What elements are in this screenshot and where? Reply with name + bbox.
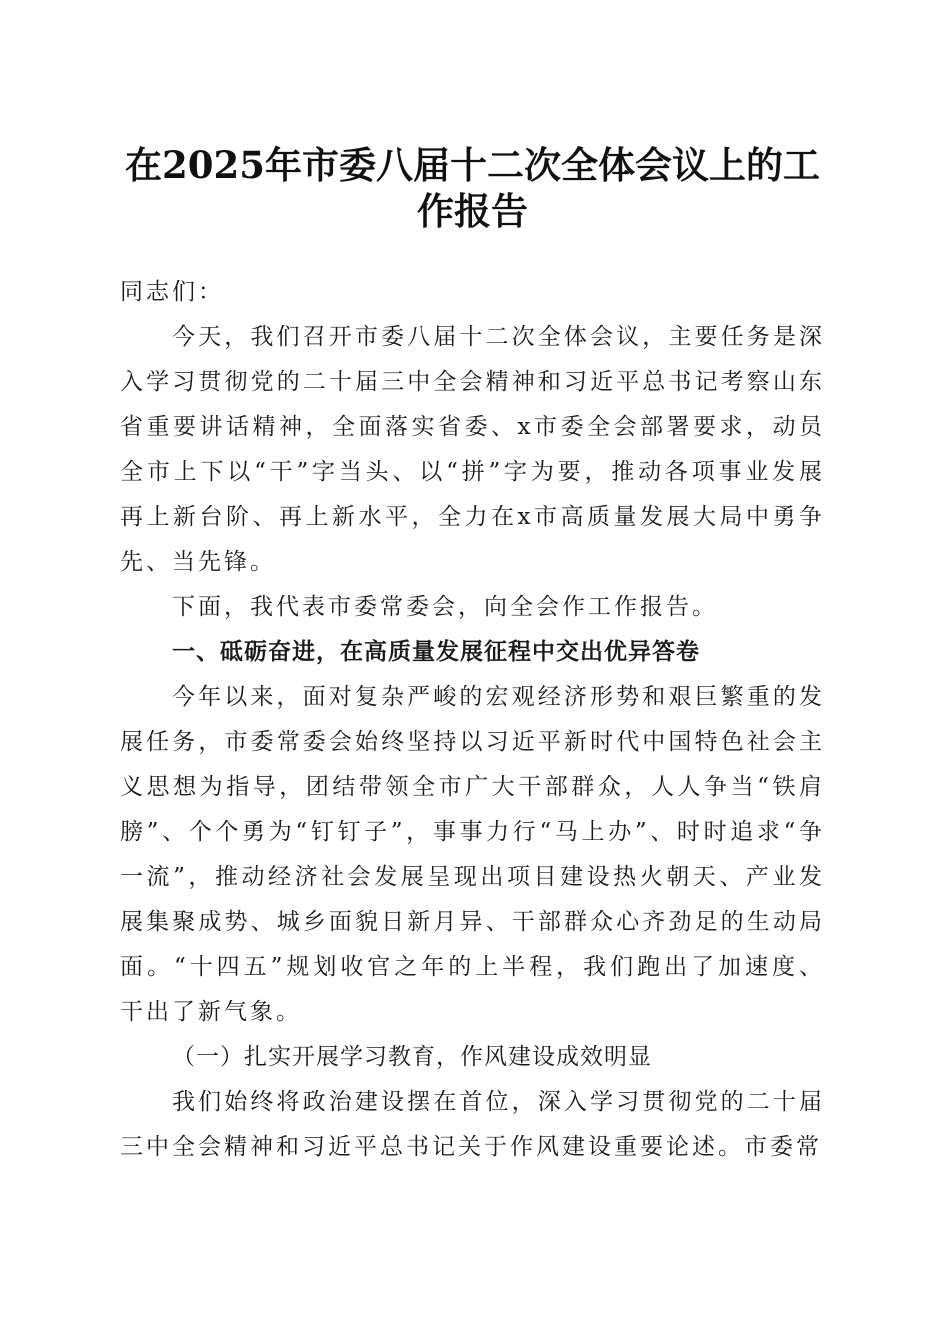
- subsection-heading-1: （一）扎实开展学习教育，作风建设成效明显: [172, 1044, 652, 1070]
- section-heading-1: 一、砥砺奋进，在高质量发展征程中交出优异答卷: [172, 639, 700, 665]
- paragraph-subsection-1: 我们始终将政治建设摆在首位，深入学习贯彻党的二十届三中全会精神和习近平总书记关于作风建设重要论述。市委常: [120, 1089, 825, 1160]
- paragraph-intro: 下面，我代表市委常委会，向全会作工作报告。: [172, 594, 718, 620]
- salutation: 同志们：: [120, 279, 224, 305]
- document-body: [120, 270, 825, 1170]
- paragraph-section-1: 今年以来，面对复杂严峻的宏观经济形势和艰巨繁重的发展任务，市委常委会始终坚持以习近平新时代中国特色社会主义思想为指导，团结带领全市广大干部群众，人人争当“铁肩膀”、个个勇为“钉钉子”，事事力行“马上办”、时时追求“争一流”，推动经济社会发展呈现出项目建设热火朝天、产业发展集聚成势、城乡面貌日新月异、干部群众心齐劲足的生动局面。“十四五”规划收官之年的上半程，我们跑出了加速度、干出了新气象。: [120, 684, 825, 1025]
- paragraph-opening: 今天，我们召开市委八届十二次全体会议，主要任务是深入学习贯彻党的二十届三中全会精神和习近平总书记考察山东省重要讲话精神，全面落实省委、x市委全会部署要求，动员全市上下以“干”字当头、以“拼”字为要，推动各项事业发展再上新台阶、再上新水平，全力在x市高质量发展大局中勇争先、当先锋。: [120, 324, 825, 575]
- document-title: 在2025年市委八届十二次全体会议上的工作报告: [125, 143, 820, 233]
- document-page: [120, 0, 825, 1344]
